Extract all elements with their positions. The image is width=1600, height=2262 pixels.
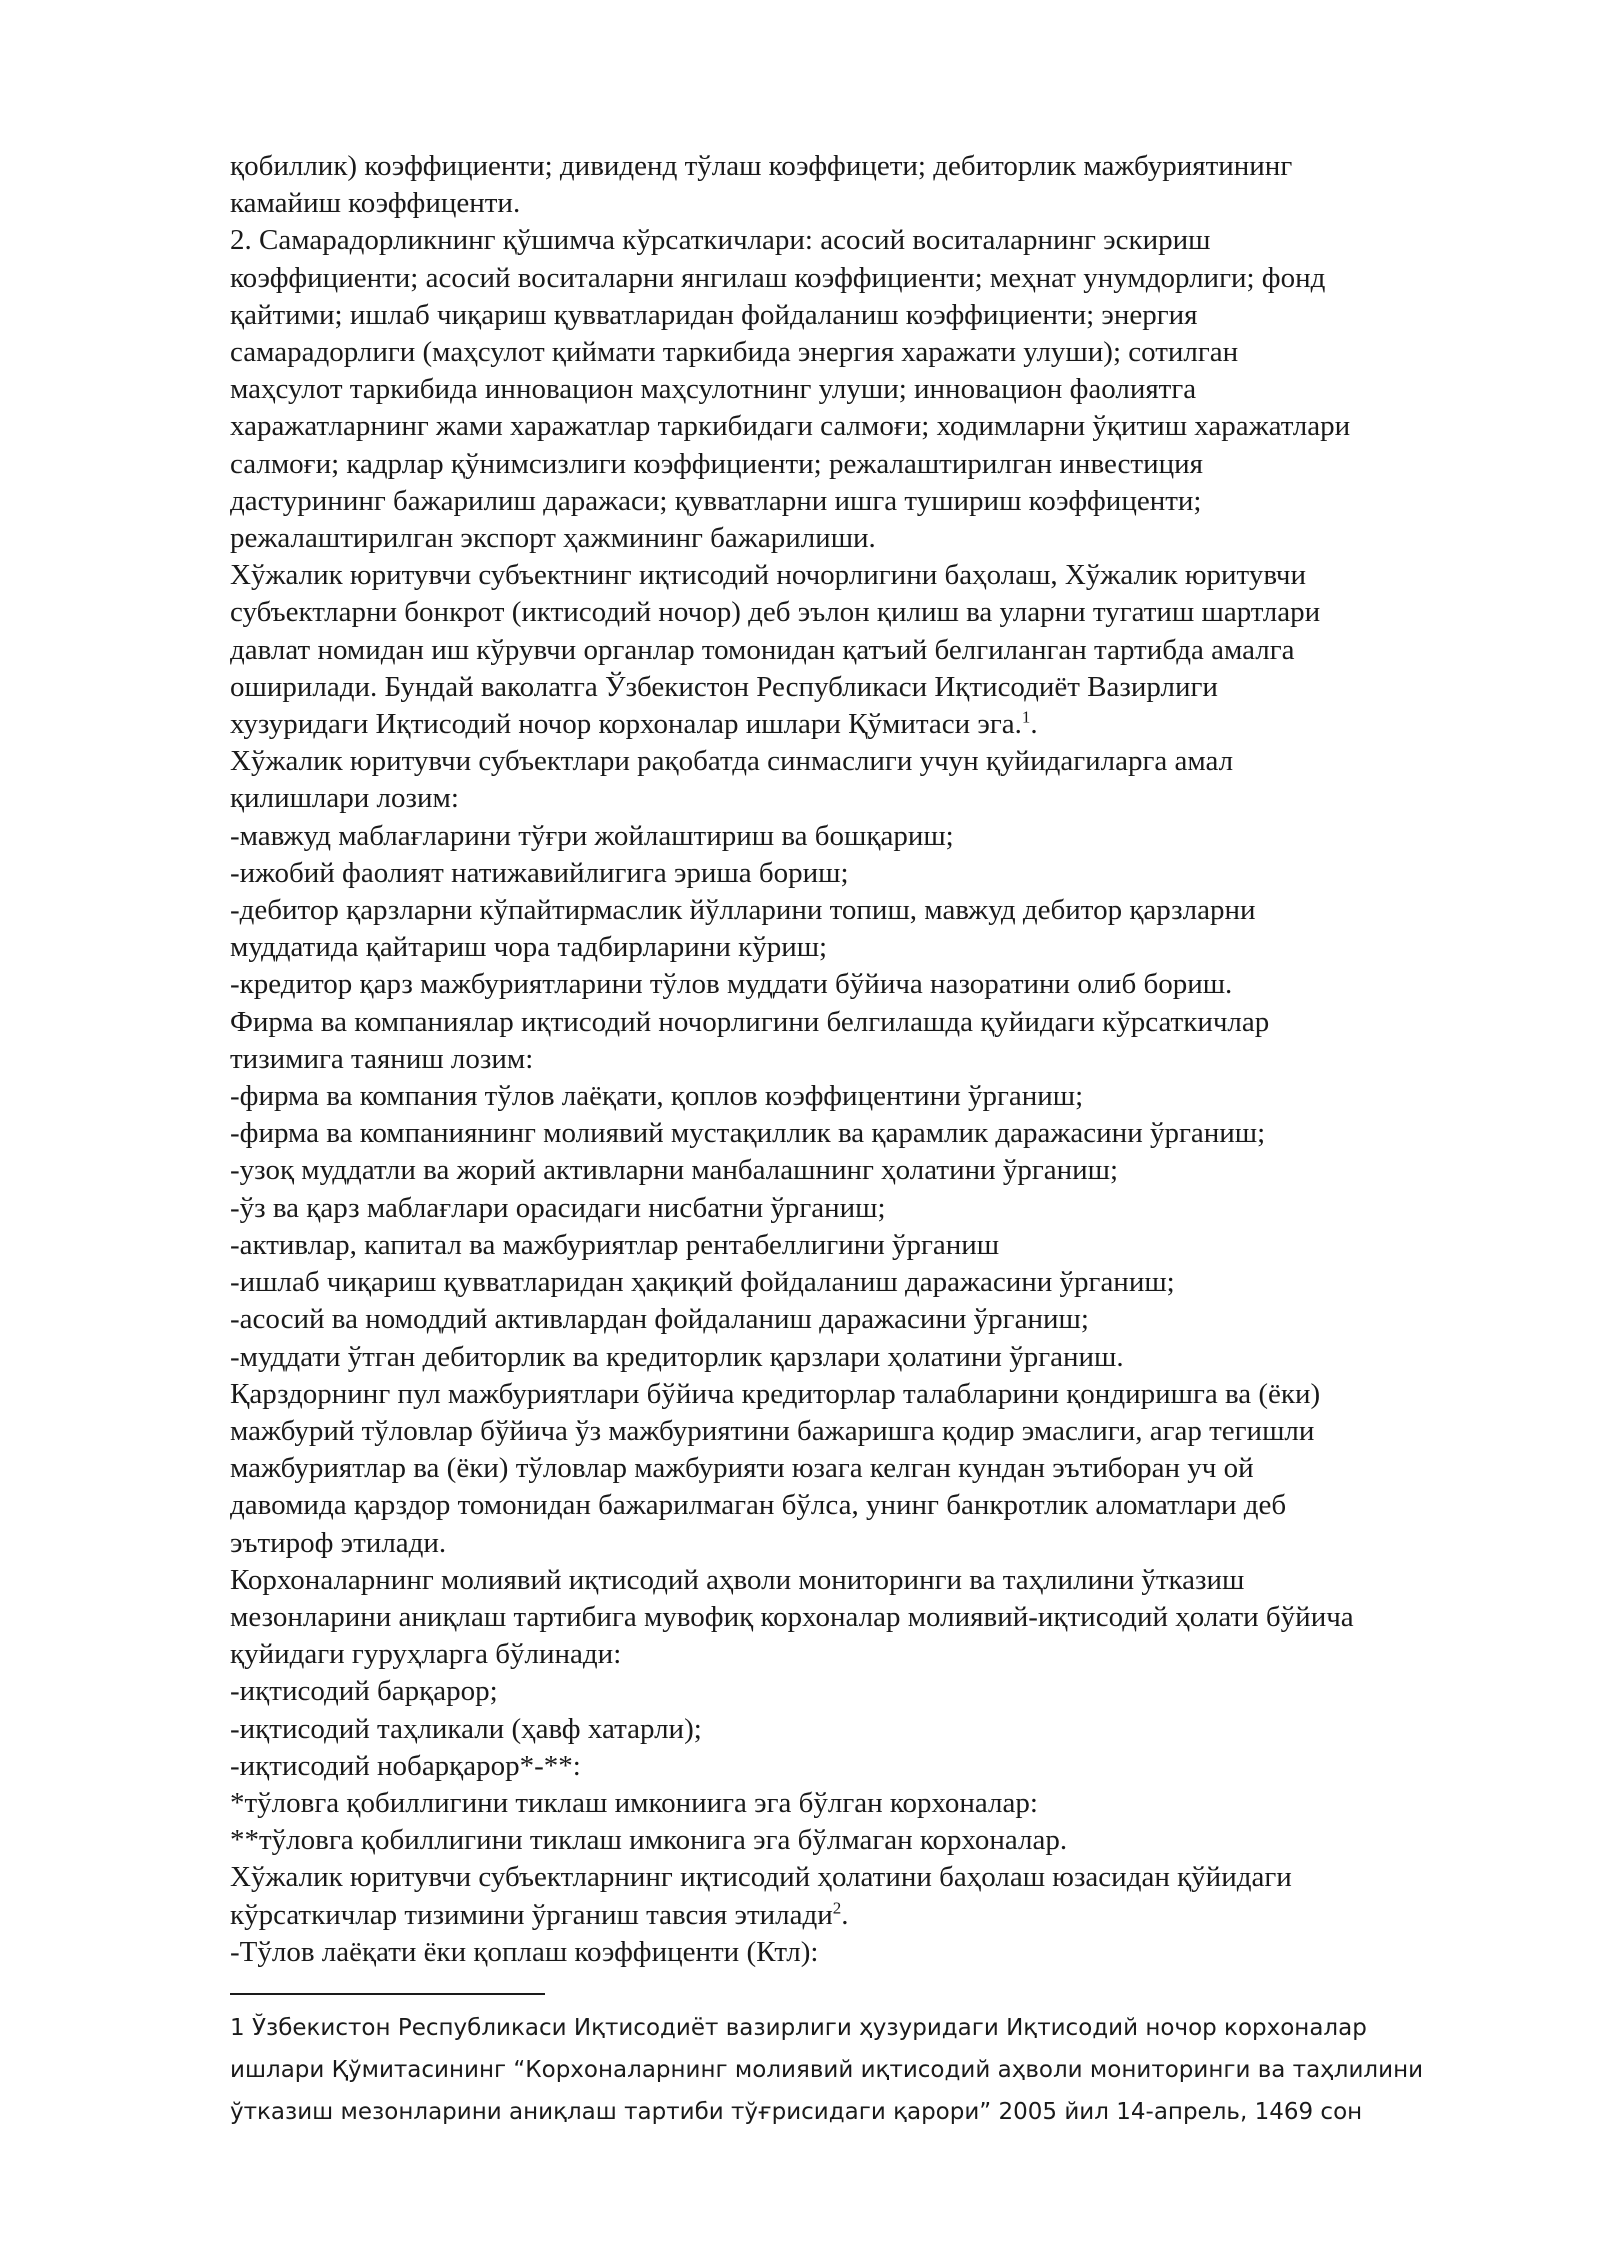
body-line: Хўжалик юритувчи субъектларнинг иқтисодий ҳолатини баҳолаш юзасидан қўйидаги [230,1861,1292,1894]
body-line: маҳсулот таркибида инновацион маҳсулотнинг улуши; инновацион фаолиятга [230,373,1197,406]
body-line: -фирма ва компания тўлов лаёқати, қоплов коэффицентини ўрганиш; [230,1080,1084,1113]
body-line: **тўловга қобиллигини тиклаш имконига эга бўлмаган корхоналар. [230,1824,1068,1857]
body-line: -ўз ва қарз маблағлари орасидаги нисбатни ўрганиш; [230,1191,886,1224]
body-line: -асосий ва номоддий активлардан фойдаланиш даражасини ўрганиш; [230,1303,1089,1336]
body-line: Хўжалик юритувчи субъектнинг иқтисодий ночорлигини баҳолаш, Хўжалик юритувчи [230,559,1307,592]
body-line: қобиллик) коэффициенти; дивиденд тўлаш коэффицети; дебиторлик мажбуриятининг [230,150,1293,182]
body-line: муддатида қайтариш чора тадбирларини кўриш; [230,931,828,964]
body-line-with-footnote-ref [230,706,1520,743]
body-line: эътироф этилади. [230,1526,447,1559]
body-line: қайтими; ишлаб чиқариш қувватларидан фойдаланиш коэффициенти; энергия [230,298,1198,331]
body-line: субъектларни бонкрот (иктисодий ночор) деб эълон қилиш ва уларни тугатиш шартлари [230,596,1321,629]
footnote-line: 1 Ўзбекистон Республикаси Иқтисодиёт вазирлиги ҳузуридаги Иқтисодий ночор корхоналар [230,2015,1367,2041]
body-line: -узоқ муддатли ва жорий активларни манбалашнинг ҳолатини ўрганиш; [230,1154,1119,1187]
body-line: -муддати ўтган дебиторлик ва кредиторлик қарзлари ҳолатини ўрганиш. [230,1340,1124,1373]
body-line: 2. Самарадорликнинг қўшимча кўрсаткичлари: асосий воситаларнинг эскириш [230,224,1211,257]
body-line: Корхоналарнинг молиявий иқтисодий аҳволи мониторинги ва таҳлилини ўтказиш [230,1563,1245,1596]
body-line: мажбуриятлар ва (ёки) тўловлар мажбурияти юзага келган кундан эътиборан уч ой [230,1452,1254,1485]
body-line: давомида қарздор томонидан бажарилмаган бўлса, унинг банкротлик аломатлари деб [230,1489,1287,1522]
body-line: Фирма ва компаниялар иқтисодий ночорлигини белгилашда қуйидаги кўрсаткичлар [230,1005,1270,1038]
body-line: -фирма ва компаниянинг молиявий мустақиллик ва қарамлик даражасини ўрганиш; [230,1117,1266,1150]
body-line: -дебитор қарзларни кўпайтирмаслик йўлларини топиш, мавжуд дебитор қарзларни [230,894,1256,927]
body-line: коэффициенти; асосий воситаларни янгилаш коэффициенти; меҳнат унумдорлиги; фонд [230,261,1326,294]
body-line: -активлар, капитал ва мажбуриятлар рентабеллигини ўрганиш [230,1228,1000,1261]
body-line: -иқтисодий нобарқарор*-**: [230,1749,581,1782]
footnote-separator [230,1993,545,1995]
body-line: Хўжалик юритувчи субъектлари рақобатда синмаслиги учун қуйидагиларга амал [230,745,1234,778]
body-line: харажатларнинг жами харажатлар таркибидаги салмоғи; ходимларни ўқитиш харажатлари [230,410,1351,443]
body-line-with-footnote-ref [230,1897,1520,1934]
document-body [230,148,1520,1971]
body-text: кўрсаткичлар тизимини ўрганиш тавсия этилади [230,1898,833,1931]
body-text: . [1030,708,1038,741]
footnote-line: ишлари Қўмитасининг “Корхоналарнинг молиявий иқтисодий аҳволи мониторинги ва таҳлилини [230,2057,1424,2083]
footnote-reference[interactable]: 2 [832,1897,842,1917]
body-line: -кредитор қарз мажбуриятларини тўлов муддати бўйича назоратини олиб бориш. [230,968,1233,1001]
body-line: тизимига таяниш лозим: [230,1042,534,1075]
body-line: -ижобий фаолият натижавийлигига эриша бориш; [230,856,849,889]
body-line: давлат номидан иш кўрувчи органлар томонидан қатъий белгиланган тартибда амалга [230,633,1295,666]
footnote [230,2007,1530,2133]
body-text: хузуридаги Иқтисодий ночор корхоналар ишлари Қўмитаси эга. [230,708,1022,741]
body-line: -Тўлов лаёқати ёки қоплаш коэффиценти (Ктл): [230,1935,819,1968]
body-line: оширилади. Бундай ваколатга Ўзбекистон Республикаси Иқтисодиёт Вазирлиги [230,670,1218,703]
body-line: режалаштирилган экспорт ҳажмининг бажарилиши. [230,522,876,555]
body-line: дастурининг бажарилиш даражаси; қувватларни ишга тушириш коэффиценти; [230,484,1202,517]
body-line: қуйидаги гуруҳларга бўлинади: [230,1638,622,1671]
body-line: қилишлари лозим: [230,782,459,815]
body-line: мажбурий тўловлар бўйича ўз мажбуриятини бажаришга қодир эмаслиги, агар тегишли [230,1414,1315,1447]
body-line: -мавжуд маблағларини тўғри жойлаштириш ва бошқариш; [230,819,954,852]
body-line: самарадорлиги (маҳсулот қиймати таркибида энергия харажати улуши); сотилган [230,336,1239,369]
footnote-reference[interactable]: 1 [1021,707,1031,727]
body-text: . [841,1898,849,1931]
body-line: салмоғи; кадрлар қўнимсизлиги коэффициенти; режалаштирилган инвестиция [230,447,1204,480]
body-line: *тўловга қобиллигини тиклаш имкониига эга бўлган корхоналар: [230,1786,1038,1819]
body-line: Қарздорнинг пул мажбуриятлари бўйича кредиторлар талабларини қондиришга ва (ёки) [230,1377,1321,1410]
body-line: -иқтисодий таҳликали (ҳавф хатарли); [230,1712,702,1745]
body-line: -иқтисодий барқарор; [230,1675,498,1708]
footnote-line: ўтказиш мезонларини аниқлаш тартиби тўғрисидаги қарори” 2005 йил 14-апрель, 1469 сон [230,2099,1363,2125]
body-line: мезонларини аниқлаш тартибига мувофиқ корхоналар молиявий-иқтисодий ҳолати бўйича [230,1600,1354,1633]
body-line: -ишлаб чиқариш қувватларидан ҳақиқий фойдаланиш даражасини ўрганиш; [230,1266,1175,1299]
body-line: камайиш коэффиценти. [230,187,521,220]
